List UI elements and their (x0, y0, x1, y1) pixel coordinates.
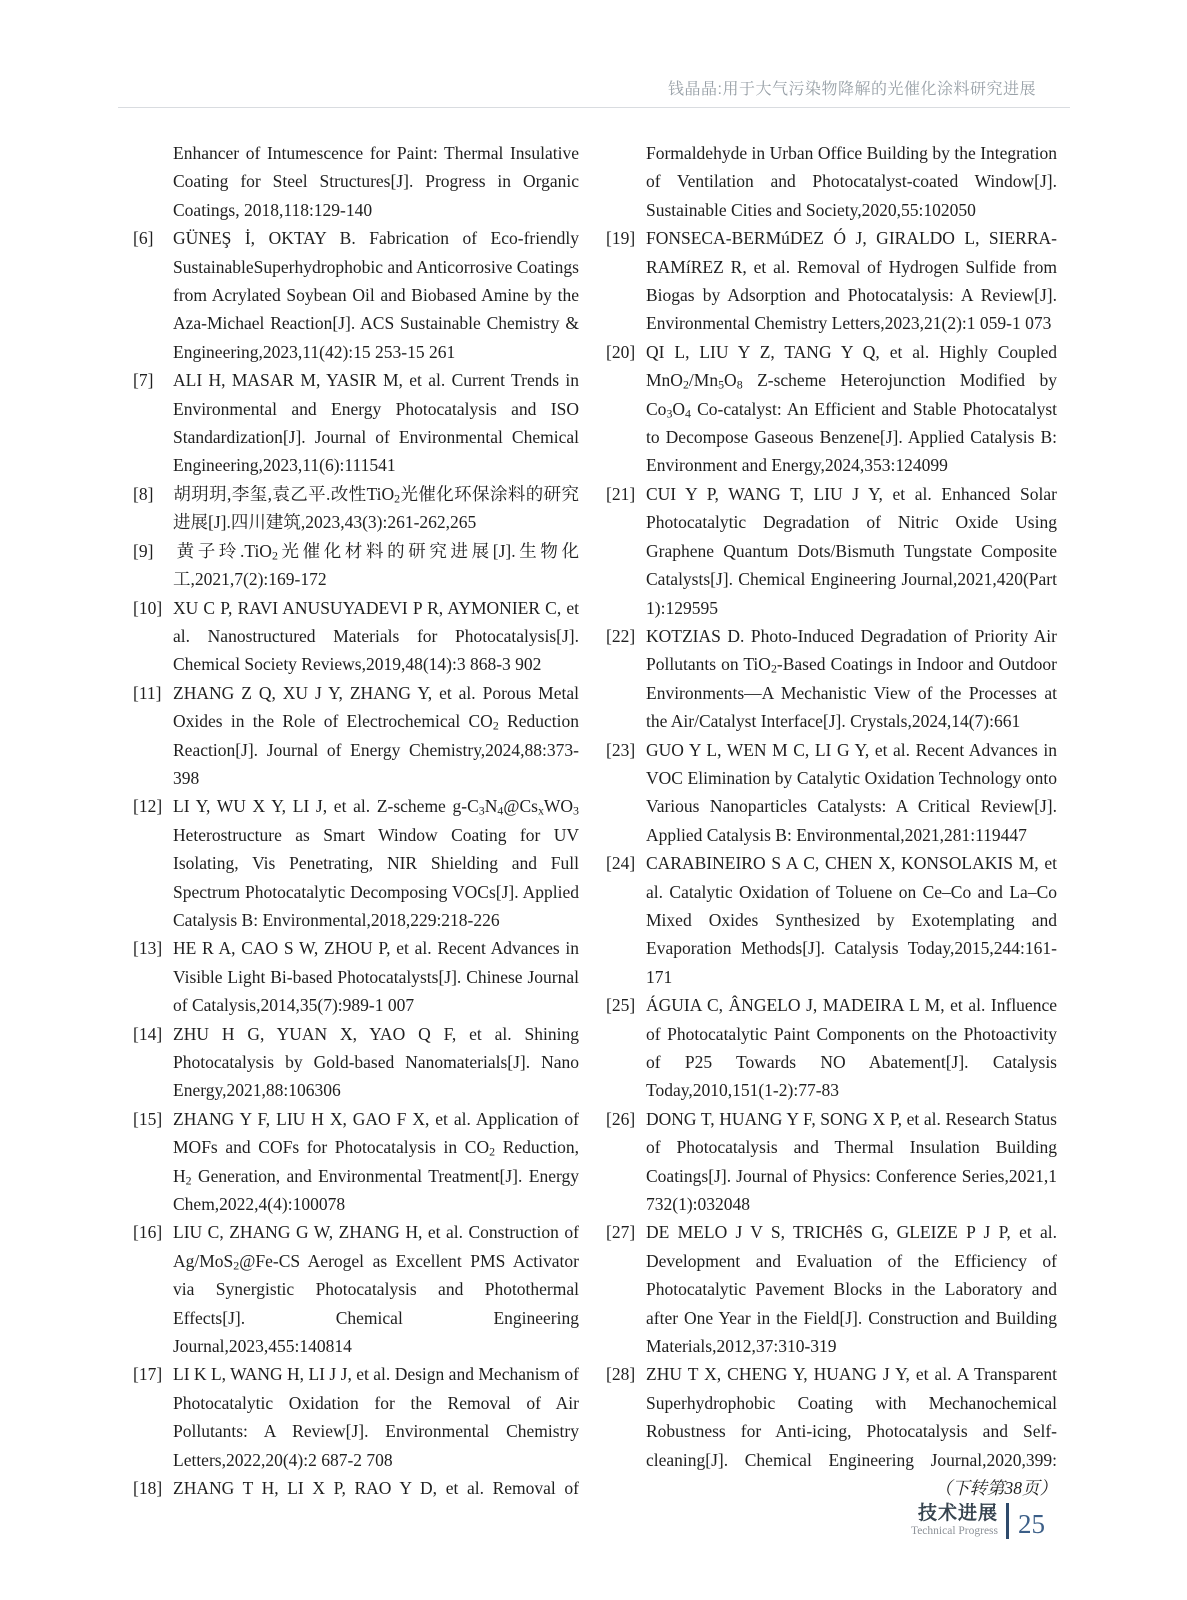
reference-number: [6] (133, 228, 154, 249)
reference-19 (606, 224, 1057, 338)
footer-section-title-cn: 技术进展 (917, 1503, 998, 1524)
reference-26 (606, 1105, 1057, 1219)
reference-text: CUI Y P, WANG T, LIU J Y, et al. Enhanced Solar Photocatalytic Degradation of Nitric Oxide Using Graphene Quantum Dots/Bismuth Tungstate Composite Catalysts[J]. Chemical Engineering Journal,2021,420(Part 1):129595 (646, 483, 1057, 618)
page-number: 25 (1018, 1509, 1045, 1539)
reference-7 (133, 366, 579, 480)
reference-text: LIU C, ZHANG G W, ZHANG H, et al. Construction of Ag/MoS$_2$@Fe-CS Aerogel as Excellent PMS Activator via Synergistic Photocatalysis and Photothermal Effects[J]. Chemical Engineering Journal,2023,455:140814 (173, 1222, 579, 1357)
reference-20 (606, 338, 1057, 480)
reference-text: XU C P, RAVI ANUSUYADEVI P R, AYMONIER C, et al. Nanostructured Materials for Photocatalysis[J]. Chemical Society Reviews,2019,48(14):3 868-3 902 (173, 597, 579, 675)
reference-9 (133, 537, 579, 594)
reference-text: GÜNEŞ İ, OKTAY B. Fabrication of Eco-friendly SustainableSuperhydrophobic and Anticorrosive Coatings from Acrylated Soybean Oil and Biobased Amine by the Aza-Michael Reaction[J]. ACS Sustainable Chemistry & Engineering,2023,11(42):15 253-15 261 (173, 228, 579, 362)
reference-28 (606, 1360, 1057, 1474)
reference-25 (606, 991, 1057, 1105)
references-column-left (133, 139, 579, 1503)
reference-number: [7] (133, 370, 154, 391)
header-rule (118, 107, 1070, 108)
reference-number: [12] (133, 796, 163, 817)
reference-text: ZHU T X, CHENG Y, HUANG J Y, et al. A Transparent Superhydrophobic Coating with Mechanochemical Robustness for Anti-icing, Photocatalysis and Self-cleaning[J]. Chemical Engineering Journal,2020,399: (646, 1364, 1057, 1470)
reference-number: [18] (133, 1478, 163, 1499)
reference-17 (133, 1360, 579, 1474)
reference-number: [27] (606, 1222, 636, 1243)
reference-text: LI Y, WU X Y, LI J, et al. Z-scheme $g-C_3N_4@Cs_xWO_3$ Heterostructure as Smart Window Coating for UV Isolating, Vis Penetrating, NIR Shielding and Full Spectrum Photocatalytic Decomposing VOCs[J]. Applied Catalysis B: Environmental,2018,229:218-226 (173, 796, 579, 930)
reference-text: 胡玥玥,李玺,袁乙平.改性TiO$_2$光催化环保涂料的研究进展[J].四川建筑,2023,43(3):261-262,265 (173, 483, 580, 533)
reference-text: ÁGUIA C, ÂNGELO J, MADEIRA L M, et al. Influence of Photocatalytic Paint Components on the Photoactivity of P25 Towards NO Abatement[J]. Catalysis Today,2010,151(1-2):77-83 (646, 995, 1057, 1101)
reference-text: ZHANG T H, LI X P, RAO Y D, et al. Removal of (173, 1478, 579, 1499)
reference-text: DONG T, HUANG Y F, SONG X P, et al. Research Status of Photocatalysis and Thermal Insulation Building Coatings[J]. Journal of Physics: Conference Series,2021,1 732(1):032048 (646, 1108, 1057, 1215)
reference-12 (133, 792, 579, 934)
reference-text: （下转第38页） (934, 1478, 1057, 1499)
reference-number: [8] (133, 483, 154, 504)
reference-number: [17] (133, 1364, 163, 1385)
reference-15 (133, 1105, 579, 1219)
reference-23 (606, 736, 1057, 850)
reference-14 (133, 1020, 579, 1105)
reference-number: [13] (133, 938, 163, 959)
reference-22 (606, 622, 1057, 736)
reference-text: DE MELO J V S, TRICHêS G, GLEIZE P J P, et al. Development and Evaluation of the Efficiency of Photocatalytic Pavement Blocks in the Laboratory and after One Year in the Field[J]. Construction and Building Materials,2012,37:310-319 (646, 1222, 1057, 1357)
page-footer (911, 1501, 1045, 1540)
reference-text: Enhancer of Intumescence for Paint: Thermal Insulative Coating for Steel Structures[J]. Progress in Organic Coatings, 2018,118:129-140 (173, 143, 579, 220)
reference-text: ZHANG Z Q, XU J Y, ZHANG Y, et al. Porous Metal Oxides in the Role of Electrochemical $CO_2$ Reduction Reaction[J]. Journal of Energy Chemistry,2024,88:373-398 (173, 682, 579, 788)
reference-text: 黄子玲.TiO$_2$光催化材料的研究进展[J].生物化工,2021,7(2):169-172 (173, 540, 579, 590)
reference-text: QI L, LIU Y Z, TANG Y Q, et al. Highly Coupled $MnO_2/Mn_5O_8$ Z-scheme Heterojunction Modified by $Co_3O_4$ Co-catalyst: An Efficient and Stable Photocatalyst to Decompose Gaseous Benzene[J]. Applied Catalysis B: Environment and Energy,2024,353:124099 (646, 341, 1057, 476)
footer-section-block (911, 1503, 998, 1538)
reference-18 (133, 1474, 579, 1502)
reference-13 (133, 934, 579, 1019)
reference-number: [21] (606, 483, 636, 504)
reference-number: [11] (133, 682, 162, 703)
reference-number: [9] (133, 540, 154, 561)
reference-27 (606, 1218, 1057, 1360)
reference-text: ZHANG Y F, LIU H X, GAO F X, et al. Application of MOFs and COFs for Photocatalysis in $CO_2$ Reduction, $H_2$ Generation, and Environmental Treatment[J]. Energy Chem,2022,4(4):100078 (173, 1108, 580, 1215)
reference-text: ALI H, MASAR M, YASIR M, et al. Current Trends in Environmental and Energy Photocatalysis and ISO Standardization[J]. Journal of Environmental Chemical Engineering,2023,11(6):111541 (173, 370, 579, 476)
reference-number: [20] (606, 341, 636, 362)
reference-number: [25] (606, 995, 636, 1016)
reference-number: [10] (133, 597, 163, 618)
reference-11 (133, 679, 579, 793)
reference-number: [16] (133, 1222, 163, 1243)
reference-8 (133, 480, 579, 537)
reference-number: [22] (606, 625, 636, 646)
reference-text: CARABINEIRO S A C, CHEN X, KONSOLAKIS M, et al. Catalytic Oxidation of Toluene on Ce–Co and La–Co Mixed Oxides Synthesized by Exotemplating and Evaporation Methods[J]. Catalysis Today,2015,244:161-171 (646, 853, 1057, 987)
reference-continuation (606, 139, 1057, 224)
reference-6 (133, 224, 579, 366)
reference-text: FONSECA-BERMúDEZ Ó J, GIRALDO L, SIERRA-RAMíREZ R, et al. Removal of Hydrogen Sulfide from Biogas by Adsorption and Photocatalysis: A Review[J]. Environmental Chemistry Letters,2023,21(2):1 059-1 073 (646, 228, 1057, 334)
reference-number: [19] (606, 228, 636, 249)
reference-number: [26] (606, 1108, 636, 1129)
reference-10 (133, 594, 579, 679)
reference-text: ZHU H G, YUAN X, YAO Q F, et al. Shining Photocatalysis by Gold-based Nanomaterials[J]. Nano Energy,2021,88:106306 (173, 1023, 579, 1101)
reference-21 (606, 480, 1057, 622)
reference-16 (133, 1218, 579, 1360)
reference-number: [24] (606, 853, 636, 874)
continuation-note (606, 1474, 1057, 1502)
references-column-right (606, 139, 1057, 1503)
reference-text: LI K L, WANG H, LI J J, et al. Design and Mechanism of Photocatalytic Oxidation for the Removal of Air Pollutants: A Review[J]. Environmental Chemistry Letters,2022,20(4):2 687-2 708 (173, 1364, 579, 1470)
reference-text: GUO Y L, WEN M C, LI G Y, et al. Recent Advances in VOC Elimination by Catalytic Oxidation Technology onto Various Nanoparticles Catalysts: A Critical Review[J]. Applied Catalysis B: Environmental,2021,281:119447 (646, 739, 1057, 845)
reference-text: KOTZIAS D. Photo-Induced Degradation of Priority Air Pollutants on TiO$_2$-Based Coatings in Indoor and Outdoor Environments—A Mechanistic View of the Processes at the Air/Catalyst Interface[J]. Crystals,2024,14(7):661 (646, 625, 1057, 732)
running-title: 钱晶晶:用于大气污染物降解的光催化涂料研究进展 (668, 81, 1036, 98)
reference-24 (606, 849, 1057, 991)
reference-number: [23] (606, 739, 636, 760)
reference-number: [28] (606, 1364, 636, 1385)
reference-number: [14] (133, 1023, 163, 1044)
footer-section-title-en: Technical Progress (910, 1525, 998, 1537)
reference-text: Formaldehyde in Urban Office Building by the Integration of Ventilation and Photocatalyst-coated Window[J]. Sustainable Cities and Society,2020,55:102050 (646, 143, 1057, 220)
running-header (118, 76, 1036, 99)
reference-continuation (133, 139, 579, 224)
reference-text: HE R A, CAO S W, ZHOU P, et al. Recent Advances in Visible Light Bi-based Photocatalysts[J]. Chinese Journal of Catalysis,2014,35(7):989-1 007 (173, 938, 579, 1016)
footer-divider-bar (1006, 1503, 1009, 1539)
reference-number: [15] (133, 1108, 163, 1129)
